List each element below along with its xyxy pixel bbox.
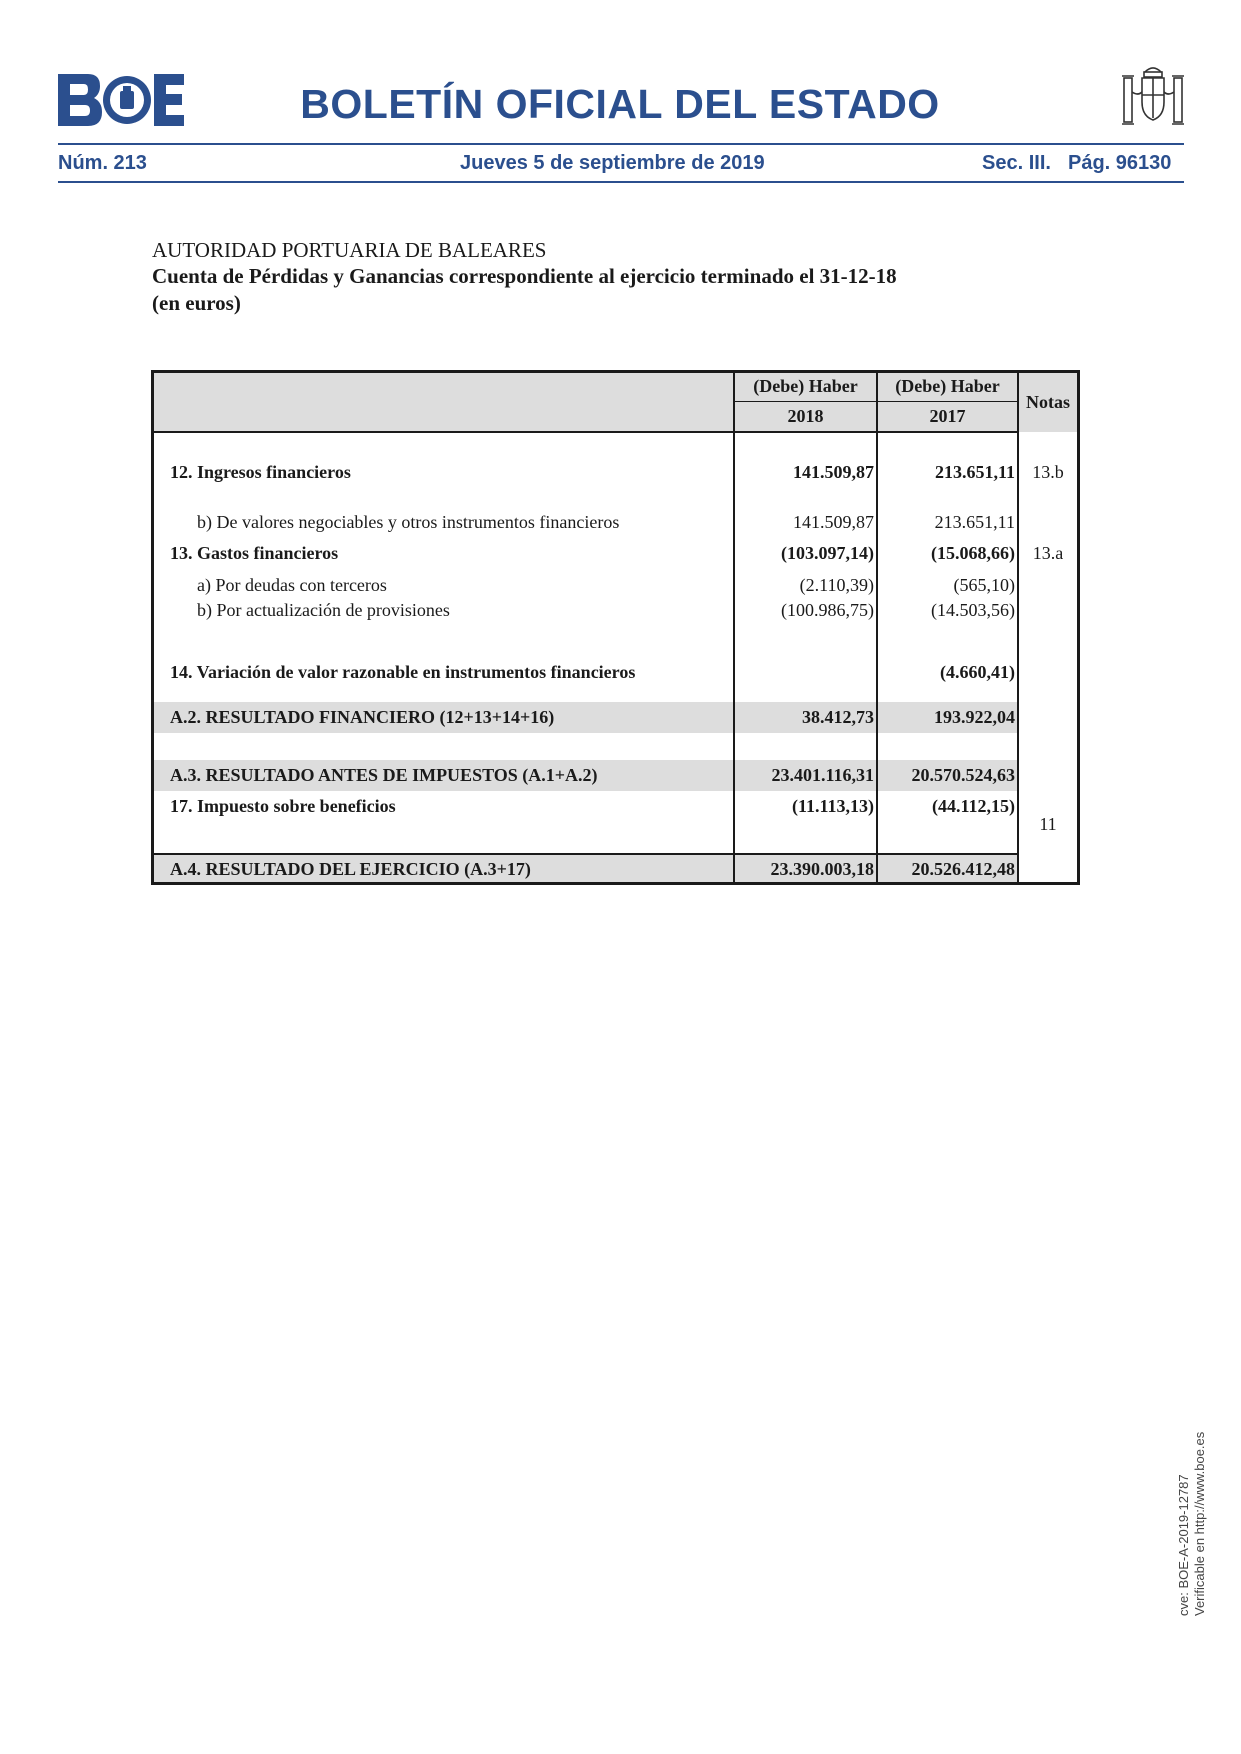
- row-label: 12. Ingresos financieros: [170, 462, 351, 482]
- row-value-2018: (103.097,14): [781, 543, 874, 563]
- side-verification: [1176, 1431, 1216, 1626]
- row-value-2018: (11.113,13): [791, 796, 874, 816]
- page-number: Pág. 96130: [1068, 152, 1172, 174]
- row-value-2017: (565,10): [953, 575, 1015, 595]
- row-value-2018: 141.509,87: [793, 512, 874, 532]
- row-value-2017: (15.068,66): [931, 543, 1015, 563]
- issue-date: Jueves 5 de septiembre de 2019: [460, 152, 765, 174]
- header-rule-top: [58, 143, 1184, 145]
- profit-loss-table: [151, 370, 1080, 885]
- row-value-2017: 193.922,04: [934, 707, 1015, 727]
- row-value-2017: 213.651,11: [934, 462, 1015, 482]
- boe-logo: [58, 74, 184, 126]
- row-value-2018: 38.412,73: [802, 707, 874, 727]
- statement-units: (en euros): [152, 291, 241, 315]
- row-label: b) De valores negociables y otros instrumentos financieros: [197, 512, 620, 532]
- row-note: 13.b: [1032, 462, 1064, 482]
- row-label: 13. Gastos financieros: [170, 543, 339, 563]
- row-value-2017: (14.503,56): [931, 600, 1015, 620]
- col-group-2017: (Debe) Haber: [895, 376, 1000, 396]
- col-notes: Notas: [1026, 392, 1070, 412]
- row-label: A.2. RESULTADO FINANCIERO (12+13+14+16): [170, 707, 555, 727]
- border-left: [151, 370, 154, 885]
- border-top: [151, 370, 1080, 373]
- header-rule-bottom: [58, 181, 1184, 183]
- total-rule: [151, 853, 1018, 855]
- row-value-2018: 141.509,87: [793, 462, 874, 482]
- row-value-2017: (4.660,41): [940, 662, 1015, 682]
- row-value-2018: 23.390.003,18: [770, 859, 874, 879]
- row-value-2017: (44.112,15): [932, 796, 1015, 816]
- row-value-2018: 23.401.116,31: [771, 765, 874, 785]
- row-value-2017: 213.651,11: [934, 512, 1015, 532]
- border-right: [1077, 370, 1080, 885]
- col-year-2017: 2017: [929, 406, 966, 426]
- col-year-2018: 2018: [787, 406, 824, 426]
- col-divider-3: [1017, 370, 1019, 885]
- row-note: 13.a: [1032, 543, 1064, 563]
- row-value-2018: (2.110,39): [799, 575, 874, 595]
- col-group-2018: (Debe) Haber: [753, 376, 858, 396]
- statement-title: Cuenta de Pérdidas y Ganancias correspondiente al ejercicio terminado el 31-12-18: [152, 264, 897, 288]
- row-label: 17. Impuesto sobre beneficios: [170, 796, 396, 816]
- header-rule: [151, 431, 1018, 433]
- verify-url[interactable]: Verificable en http://www.boe.es: [1192, 1431, 1207, 1616]
- row-label: A.4. RESULTADO DEL EJERCICIO (A.3+17): [170, 859, 531, 879]
- row-value-2017: 20.570.524,63: [911, 765, 1015, 785]
- row-value-2018: (100.986,75): [781, 600, 874, 620]
- row-note: 11: [1039, 814, 1057, 834]
- coat-of-arms-icon: [1118, 62, 1188, 132]
- section-label: Sec. III.: [982, 152, 1051, 174]
- issue-number: Núm. 213: [58, 152, 147, 174]
- row-label: a) Por deudas con terceros: [197, 575, 387, 595]
- row-value-2017: 20.526.412,48: [911, 859, 1015, 879]
- border-bottom: [151, 882, 1080, 885]
- row-label: A.3. RESULTADO ANTES DE IMPUESTOS (A.1+A.2): [170, 765, 598, 785]
- cve-code: cve: BOE-A-2019-12787: [1176, 1474, 1191, 1616]
- row-label: b) Por actualización de provisiones: [197, 600, 450, 620]
- entity-name: AUTORIDAD PORTUARIA DE BALEARES: [152, 238, 547, 262]
- publication-title: BOLETÍN OFICIAL DEL ESTADO: [300, 81, 940, 127]
- row-label: 14. Variación de valor razonable en instrumentos financieros: [170, 662, 636, 682]
